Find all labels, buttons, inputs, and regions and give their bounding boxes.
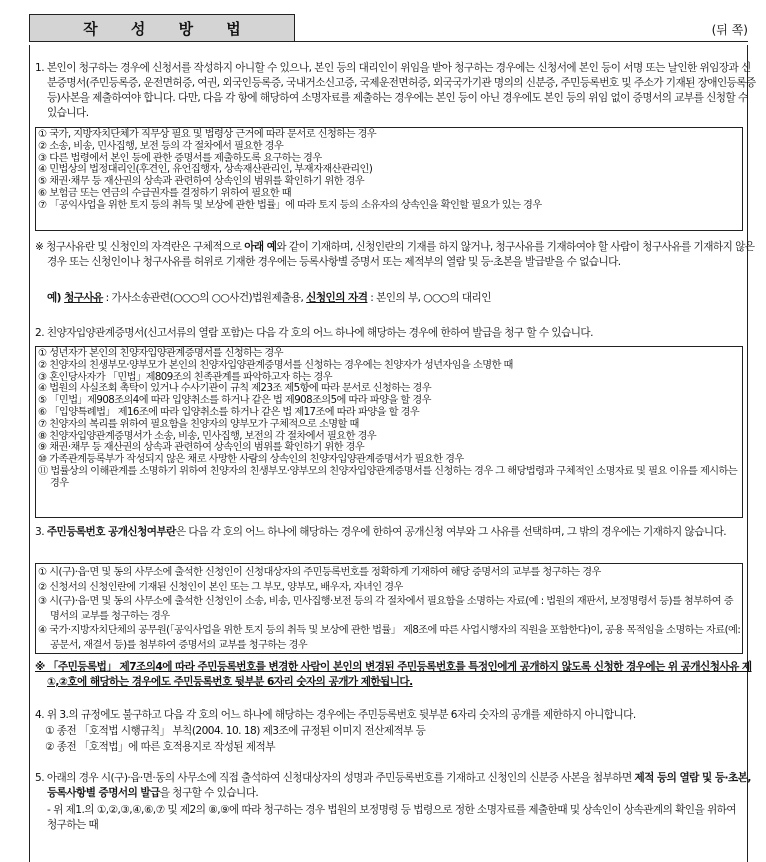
- example-label: 예): [47, 292, 65, 304]
- header-rule: [295, 41, 748, 42]
- section-5-bold: 제적 등의 열람 및 등·초본, 등록사항별 증명서의 발급: [47, 772, 751, 799]
- section-3-list: [35, 563, 743, 654]
- section-2-list: [35, 346, 743, 518]
- list-item: ⑧ 친양자입양관계증명서가 소송, 비송, 민사집행, 보전의 각 절차에서 필요한 경우: [38, 430, 377, 442]
- section-number: 3.: [35, 526, 47, 538]
- list-item: ③ 다른 법령에서 본인 등에 관한 증명서를 제출하도록 요구하는 경우: [38, 152, 322, 164]
- list-item: ⑨ 채권·채무 등 재산권의 상속과 관련하여 상속인의 범위를 확인하기 위한 경우: [38, 442, 365, 454]
- list-item: ③ 혼인당사자가 「민법」제809조의 친족관계를 파악하고자 하는 경우: [38, 371, 333, 383]
- list-item: ① 시(구)·읍·면 및 동의 사무소에 출석한 신청인이 신청대상자의 주민등록번호를 정확하게 기재하여 해당 증명서의 교부를 청구하는 경우: [38, 567, 601, 578]
- page-side-note: (뒤 쪽): [711, 23, 748, 37]
- section-2-text: 2. 친양자입양관계증명서(신고서류의 열람 포함)는 다음 각 호의 어느 하나에 해당하는 경우에 한하여 발급을 청구 할 수 있습니다.: [35, 327, 593, 339]
- list-item: ④ 국가·지방자치단체의 공무원(「공익사업을 위한 토지 등의 취득 및 보상에 관한 법률」 제8조에 따른 사업시행자의 직원을 포함한다)이, 공용 목적임을 소명하는 자료(예: 공문서, 재결서 등)를 첨부하여 증명서의 교부를 청구하는 경우: [38, 625, 741, 651]
- section-1-list: [35, 127, 743, 231]
- list-item: ⑥ 보험금 또는 연금의 수급권자를 결정하기 위하여 필요한 때: [38, 187, 292, 199]
- section-1-text: 1. 본인이 청구하는 경우에 신청서를 작성하지 아니할 수 있으나, 본인 등의 대리인이 위임을 받아 청구하는 경우에는 신청서에 본인 등이 서명 또는 날인한 위임장과 신분증명서(주민등록증, 운전면허증, 여권, 외국인등록증, 국내거소신고증, 국제운전면허증, 외국국가기관 명의의 신분증, 주민등록번호 및 주소가 기재된 장애인등록증 등)사본을 제출하여야 합니다. 다만, 다음 각 항에 해당하여 소명자료를 제출하는 경우에는 본인 등이 아닌 경우에도 본인 등의 위임 없이 증명서의 교부를 신청할 수 있습니다.: [35, 62, 756, 119]
- example-qualification: : 본인의 부, ○○○의 대리인: [367, 292, 491, 304]
- section-5-text: [35, 771, 759, 801]
- list-item: ⑪ 법률상의 이해관계를 소명하기 위하여 친양자의 친생부모·양부모의 친양자입양관계증명서를 신청하는 경우 그 해당법령과 구체적인 소명자료 및 필요 이유를 제시하는 경우: [38, 465, 738, 489]
- note-text: 와 같이 기재하며, 신청인란의 기재를 하지 않거나, 청구사유를 기재하여야 할 사람이 청구사유를 기재하지 않은 경우 또는 신청인이나 청구사유를 허위로 기재한 경우에는 등록사항별 증명서 또는 제적부의 열람 및 등·초본을 발급받을 수 없습니다.: [47, 241, 755, 268]
- section-4-text: 4. 위 3.의 규정에도 불구하고 다음 각 호의 어느 하나에 해당하는 경우에는 주민등록번호 뒷부분 6자리 숫자의 공개를 제한하지 아니합니다.: [35, 709, 636, 721]
- title-box: [29, 14, 295, 42]
- section-3-body: 은 다음 각 호의 어느 하나에 해당하는 경우에 한하여 공개신청 여부와 그 사유를 선택하며, 그 밖의 경우에는 기재하지 않습니다.: [175, 526, 727, 538]
- section-4-item-1: ① 종전 「호적법 시행규칙」 부칙(2004. 10. 18) 제3조에 규정된 이미지 전산제적부 등: [45, 725, 426, 737]
- list-item: ④ 민법상의 법정대리인(후견인, 유언집행자, 상속재산관리인, 부재자재산관리인): [38, 164, 373, 176]
- section-5-item: - 위 제1.의 ①,②,③,④,⑥,⑦ 및 제2의 ⑧,⑨에 따라 청구하는 경우 법원의 보정명령 등 법령으로 정한 소명자료를 제출한때 및 상속인이 상속관계의 확인을 위하여 청구하는 때: [47, 804, 737, 831]
- section-3-text: [35, 525, 759, 540]
- list-item: ③ 시(구)·읍·면 및 동의 사무소에 출석한 신청인이 소송, 비송, 민사집행·보전 등의 각 절차에서 필요함을 소명하는 자료(예 : 법원의 재판서, 보정명령서 등)를 첨부하여 증명서의 교부를 청구하는 경우: [38, 596, 734, 622]
- list-item: ④ 법원의 사실조회 촉탁이 있거나 수사기관이 규칙 제23조 제5항에 따라 문서로 신청하는 경우: [38, 383, 432, 395]
- note-text: ※ 청구사유란 및 신청인의 자격란은 구체적으로: [35, 241, 245, 253]
- section-3-heading: 주민등록번호 공개신청여부란: [46, 526, 176, 538]
- example-reason: : 가사소송관련(○○○의 ○○사건)법원제출용,: [102, 292, 307, 304]
- list-item: ⑦ 「공익사업을 위한 토지 등의 취득 및 보상에 관한 법률」에 따라 토지 등의 소유자의 상속인을 확인할 필요가 있는 경우: [38, 199, 542, 211]
- list-item: ② 신청서의 신청인란에 기재된 신청인이 본인 또는 그 부모, 양부모, 배우자, 자녀인 경우: [38, 581, 403, 593]
- note-bold: 아래 예: [244, 241, 277, 253]
- list-item: ② 친양자의 친생부모·양부모가 본인의 친양자입양관계증명서를 신청하는 경우에는 친양자가 성년자임을 소명한 때: [38, 359, 513, 371]
- section-4-item-2: ② 종전 「호적법」에 따른 호적용지로 작성된 제적부: [45, 741, 275, 753]
- list-item: ⑤ 「민법」제908조의4에 따라 입양취소를 하거나 같은 법 제908조의5에 따라 파양을 할 경우: [38, 395, 431, 407]
- list-item: ② 소송, 비송, 민사집행, 보전 등의 각 절차에서 필요한 경우: [38, 140, 284, 152]
- note-request-reason: [35, 240, 757, 270]
- note-example: [47, 291, 759, 306]
- example-qualification-label: 신청인의 자격: [306, 292, 368, 304]
- list-item: ⑦ 친양자의 복리를 위하여 필요함을 친양자의 양부모가 구체적으로 소명할 때: [38, 418, 359, 430]
- list-item: ⑥ 「입양특례법」 제16조에 따라 입양취소를 하거나 같은 법 제17조에 따라 파양을 할 경우: [38, 406, 420, 418]
- page-title: 작 성 방 법: [83, 19, 255, 38]
- section-5-body: 5. 아래의 경우 시(구)·읍·면·동의 사무소에 직접 출석하여 신청대상자의 성명과 주민등록번호를 기재하고 신청인의 신분증 사본을 첨부하면: [35, 772, 635, 784]
- note-resident-number: ※ 「주민등록법」 제7조의4에 따라 주민등록번호를 변경한 사람이 본인의 변경된 주민등록번호를 특정인에게 공개하지 않도록 신청한 경우에는 위 공개신청사유 제①,②호에 해당하는 경우에도 주민등록번호 뒷부분 6자리 숫자의 공개가 제한됩니다.: [35, 661, 752, 688]
- list-item: ⑤ 채권·채무 등 재산권의 상속과 관련하여 상속인의 범위를 확인하기 위한 경우: [38, 176, 365, 188]
- list-item: ① 성년자가 본인의 친양자입양관계증명서를 신청하는 경우: [38, 348, 284, 359]
- list-item: ① 국가, 지방자치단체가 직무상 필요 및 법령상 근거에 따라 문서로 신청하는 경우: [38, 129, 377, 140]
- section-5-body: 을 청구할 수 있습니다.: [159, 787, 259, 799]
- list-item: ⑩ 가족관계등록부가 작성되지 않은 채로 사망한 사람의 상속인의 친양자입양관계증명서가 필요한 경우: [38, 454, 464, 466]
- example-reason-label: 청구사유: [64, 292, 103, 304]
